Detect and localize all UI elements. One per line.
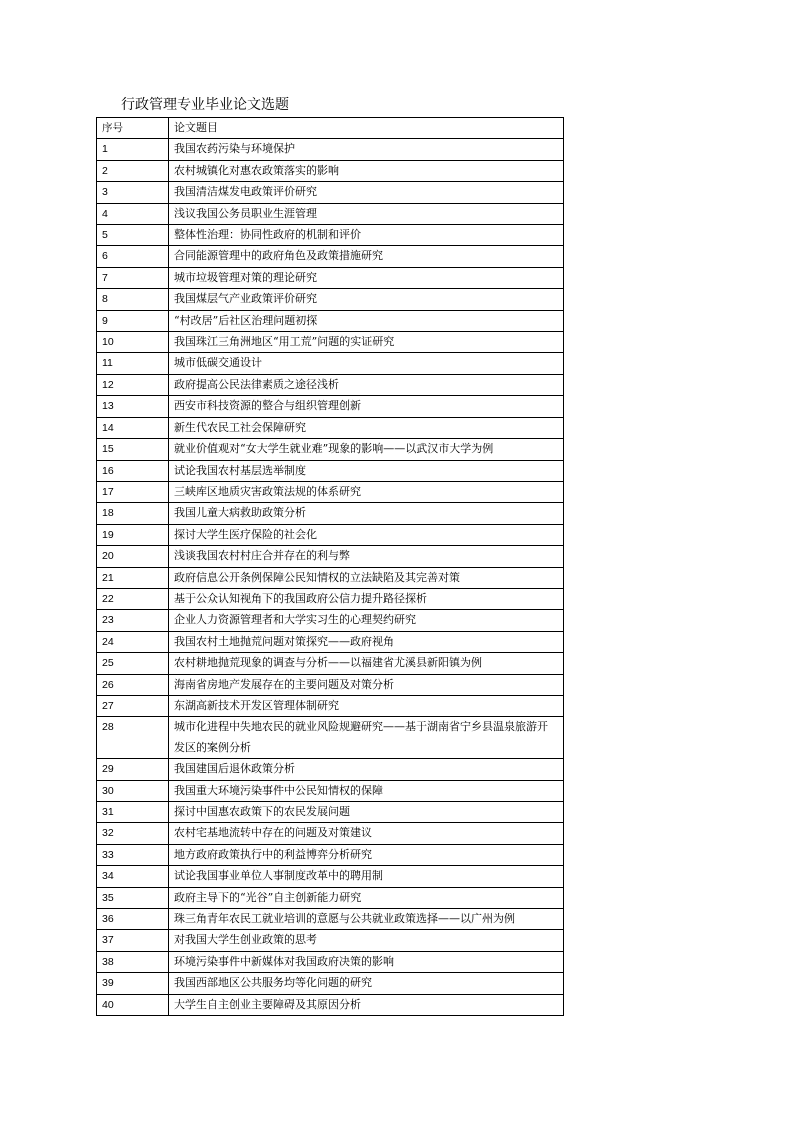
row-number: 24 bbox=[97, 631, 169, 652]
row-topic: 浅议我国公务员职业生涯管理 bbox=[169, 203, 564, 224]
row-topic: 农村耕地抛荒现象的调查与分析——以福建省尤溪县新阳镇为例 bbox=[169, 653, 564, 674]
row-number: 7 bbox=[97, 267, 169, 288]
row-number: 37 bbox=[97, 930, 169, 951]
row-number: 35 bbox=[97, 887, 169, 908]
row-topic: 城市垃圾管理对策的理论研究 bbox=[169, 267, 564, 288]
topics-table-body bbox=[97, 118, 564, 1016]
table-row bbox=[97, 567, 564, 588]
row-number: 17 bbox=[97, 481, 169, 502]
table-row bbox=[97, 802, 564, 823]
row-number: 19 bbox=[97, 524, 169, 545]
row-number: 6 bbox=[97, 246, 169, 267]
table-row bbox=[97, 610, 564, 631]
row-topic: 珠三角青年农民工就业培训的意愿与公共就业政策选择——以广州为例 bbox=[169, 909, 564, 930]
row-number: 39 bbox=[97, 973, 169, 994]
row-topic: 企业人力资源管理者和大学实习生的心理契约研究 bbox=[169, 610, 564, 631]
row-topic: 就业价值观对“女大学生就业难”现象的影响——以武汉市大学为例 bbox=[169, 439, 564, 460]
row-topic: 我国儿童大病救助政策分析 bbox=[169, 503, 564, 524]
row-number: 1 bbox=[97, 139, 169, 160]
topics-table bbox=[96, 117, 564, 1016]
table-row bbox=[97, 823, 564, 844]
row-number: 30 bbox=[97, 780, 169, 801]
row-number: 13 bbox=[97, 396, 169, 417]
row-topic: 地方政府政策执行中的利益博弈分析研究 bbox=[169, 844, 564, 865]
row-number: 21 bbox=[97, 567, 169, 588]
row-number: 3 bbox=[97, 182, 169, 203]
row-number: 15 bbox=[97, 439, 169, 460]
table-row bbox=[97, 439, 564, 460]
row-topic: 我国农药污染与环境保护 bbox=[169, 139, 564, 160]
row-number: 28 bbox=[97, 717, 169, 759]
table-row bbox=[97, 909, 564, 930]
row-topic: 大学生自主创业主要障碍及其原因分析 bbox=[169, 994, 564, 1015]
row-topic: 我国清洁煤发电政策评价研究 bbox=[169, 182, 564, 203]
row-number: 20 bbox=[97, 546, 169, 567]
document-title: 行政管理专业毕业论文选题 bbox=[121, 97, 289, 113]
table-row bbox=[97, 695, 564, 716]
row-topic: 我国西部地区公共服务均等化问题的研究 bbox=[169, 973, 564, 994]
row-number: 29 bbox=[97, 759, 169, 780]
row-number: 32 bbox=[97, 823, 169, 844]
row-number: 36 bbox=[97, 909, 169, 930]
row-number: 26 bbox=[97, 674, 169, 695]
row-topic: 政府信息公开条例保障公民知情权的立法缺陷及其完善对策 bbox=[169, 567, 564, 588]
row-topic: 整体性治理：协同性政府的机制和评价 bbox=[169, 225, 564, 246]
row-topic: 西安市科技资源的整合与组织管理创新 bbox=[169, 396, 564, 417]
row-number: 31 bbox=[97, 802, 169, 823]
table-row bbox=[97, 951, 564, 972]
table-row bbox=[97, 866, 564, 887]
header-num: 序号 bbox=[97, 118, 169, 139]
row-topic: 三峡库区地质灾害政策法规的体系研究 bbox=[169, 481, 564, 502]
row-topic: 农村城镇化对惠农政策落实的影响 bbox=[169, 160, 564, 181]
row-number: 38 bbox=[97, 951, 169, 972]
row-number: 2 bbox=[97, 160, 169, 181]
row-number: 4 bbox=[97, 203, 169, 224]
table-row bbox=[97, 844, 564, 865]
row-topic: 试论我国农村基层选举制度 bbox=[169, 460, 564, 481]
table-row bbox=[97, 267, 564, 288]
table-header-row bbox=[97, 118, 564, 139]
row-topic: 基于公众认知视角下的我国政府公信力提升路径探析 bbox=[169, 588, 564, 609]
row-topic: 农村宅基地流转中存在的问题及对策建议 bbox=[169, 823, 564, 844]
table-row bbox=[97, 332, 564, 353]
row-topic: 对我国大学生创业政策的思考 bbox=[169, 930, 564, 951]
row-topic: 浅谈我国农村村庄合并存在的利与弊 bbox=[169, 546, 564, 567]
row-topic: 我国煤层气产业政策评价研究 bbox=[169, 289, 564, 310]
row-number: 12 bbox=[97, 374, 169, 395]
row-number: 33 bbox=[97, 844, 169, 865]
row-topic: 新生代农民工社会保障研究 bbox=[169, 417, 564, 438]
row-topic: 我国重大环境污染事件中公民知情权的保障 bbox=[169, 780, 564, 801]
table-row bbox=[97, 930, 564, 951]
row-topic: 我国农村土地抛荒问题对策探究——政府视角 bbox=[169, 631, 564, 652]
table-row bbox=[97, 887, 564, 908]
table-row bbox=[97, 994, 564, 1015]
row-number: 5 bbox=[97, 225, 169, 246]
row-topic: 我国珠江三角洲地区“用工荒”问题的实证研究 bbox=[169, 332, 564, 353]
table-row bbox=[97, 481, 564, 502]
row-number: 8 bbox=[97, 289, 169, 310]
table-row bbox=[97, 759, 564, 780]
row-topic: 合同能源管理中的政府角色及政策措施研究 bbox=[169, 246, 564, 267]
table-row bbox=[97, 396, 564, 417]
table-row bbox=[97, 310, 564, 331]
table-row bbox=[97, 588, 564, 609]
row-topic: 政府主导下的“光谷”自主创新能力研究 bbox=[169, 887, 564, 908]
table-row bbox=[97, 139, 564, 160]
row-number: 22 bbox=[97, 588, 169, 609]
table-row bbox=[97, 246, 564, 267]
table-row bbox=[97, 546, 564, 567]
row-topic: 探讨中国惠农政策下的农民发展问题 bbox=[169, 802, 564, 823]
header-topic: 论文题目 bbox=[169, 118, 564, 139]
row-number: 18 bbox=[97, 503, 169, 524]
table-row bbox=[97, 524, 564, 545]
row-number: 27 bbox=[97, 695, 169, 716]
table-row bbox=[97, 973, 564, 994]
row-number: 11 bbox=[97, 353, 169, 374]
table-row bbox=[97, 653, 564, 674]
row-topic: “村改居”后社区治理问题初探 bbox=[169, 310, 564, 331]
table-row bbox=[97, 353, 564, 374]
table-row bbox=[97, 674, 564, 695]
row-topic: 东湖高新技术开发区管理体制研究 bbox=[169, 695, 564, 716]
row-topic: 城市低碳交通设计 bbox=[169, 353, 564, 374]
row-topic: 探讨大学生医疗保险的社会化 bbox=[169, 524, 564, 545]
row-number: 34 bbox=[97, 866, 169, 887]
row-topic: 城市化进程中失地农民的就业风险规避研究——基于湖南省宁乡县温泉旅游开发区的案例分析 bbox=[169, 717, 564, 759]
row-topic: 我国建国后退休政策分析 bbox=[169, 759, 564, 780]
table-row bbox=[97, 417, 564, 438]
row-number: 10 bbox=[97, 332, 169, 353]
row-topic: 政府提高公民法律素质之途径浅析 bbox=[169, 374, 564, 395]
row-number: 14 bbox=[97, 417, 169, 438]
row-topic: 试论我国事业单位人事制度改革中的聘用制 bbox=[169, 866, 564, 887]
row-number: 25 bbox=[97, 653, 169, 674]
row-topic: 环境污染事件中新媒体对我国政府决策的影响 bbox=[169, 951, 564, 972]
table-row bbox=[97, 460, 564, 481]
table-row bbox=[97, 203, 564, 224]
table-row bbox=[97, 503, 564, 524]
row-number: 40 bbox=[97, 994, 169, 1015]
table-row bbox=[97, 631, 564, 652]
row-topic: 海南省房地产发展存在的主要问题及对策分析 bbox=[169, 674, 564, 695]
table-row bbox=[97, 182, 564, 203]
table-row bbox=[97, 374, 564, 395]
row-number: 23 bbox=[97, 610, 169, 631]
row-number: 9 bbox=[97, 310, 169, 331]
table-row bbox=[97, 225, 564, 246]
table-row bbox=[97, 289, 564, 310]
table-row bbox=[97, 780, 564, 801]
table-row bbox=[97, 717, 564, 759]
row-number: 16 bbox=[97, 460, 169, 481]
table-row bbox=[97, 160, 564, 181]
